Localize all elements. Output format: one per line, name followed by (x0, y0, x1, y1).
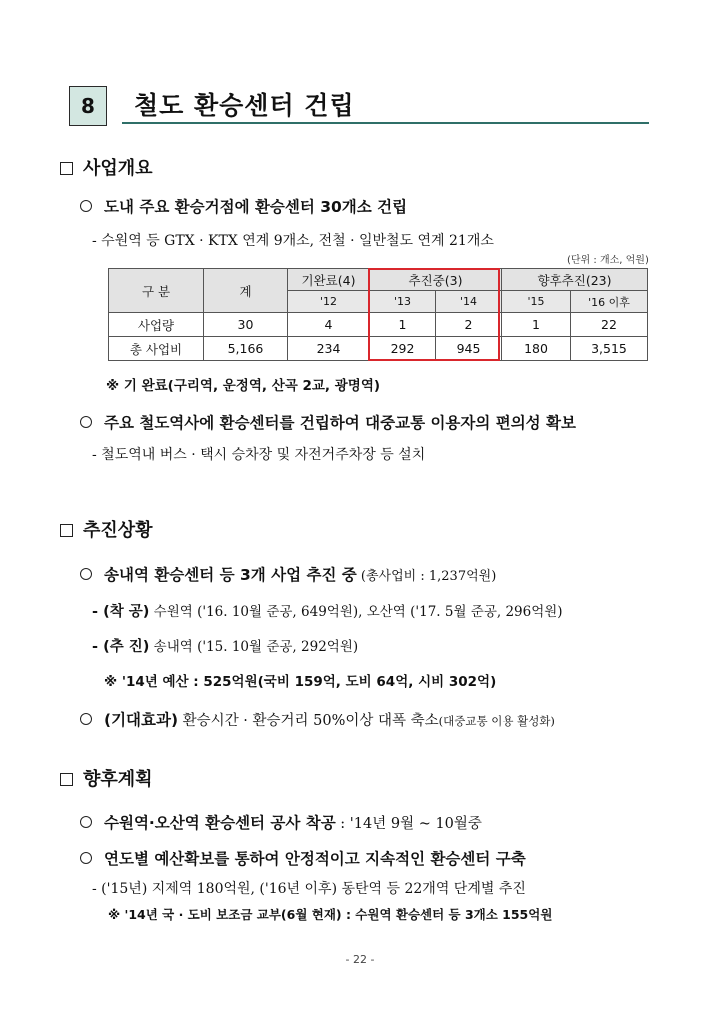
table-cell: 1 (502, 313, 571, 337)
table-year-14: '14 (436, 291, 502, 313)
plan-item-2-text: 연도별 예산확보를 통하여 안정적이고 지속적인 환승센터 구축 (104, 850, 526, 868)
table-cell: 945 (436, 337, 502, 361)
table-cell: 180 (502, 337, 571, 361)
table-cell: 3,515 (571, 337, 648, 361)
status-sub-1-label: - (착 공) (92, 604, 150, 620)
budget-note: ※ '14년 예산 : 525억원(국비 159억, 도비 64억, 시비 302억) (104, 674, 497, 690)
status-heading (60, 516, 153, 542)
plan-heading-text: 향후계획 (83, 769, 153, 790)
status-sub-2-label: - (추 진) (92, 639, 150, 655)
circle-bullet-icon (80, 713, 92, 725)
table-header-category: 구 분 (109, 269, 204, 313)
table-cell: 1 (370, 313, 436, 337)
plan-heading (60, 765, 153, 791)
square-bullet-icon (60, 162, 73, 175)
overview-item-2-sub: - 철도역내 버스 · 택시 승차장 및 자전거주차장 등 설치 (92, 447, 426, 463)
circle-bullet-icon (80, 852, 92, 864)
table-year-15: '15 (502, 291, 571, 313)
table-cell: 22 (571, 313, 648, 337)
table-header-total: 계 (204, 269, 288, 313)
table-cell: 292 (370, 337, 436, 361)
circle-bullet-icon (80, 816, 92, 828)
status-sub-2 (92, 635, 358, 656)
status-item-2-paren: (대중교통 이용 활성화) (438, 714, 555, 728)
status-sub-1 (92, 600, 563, 621)
overview-item-1 (80, 195, 407, 217)
overview-item-1-text: 도내 주요 환승거점에 환승센터 30개소 건립 (104, 198, 408, 216)
table-cell: 5,166 (204, 337, 288, 361)
overview-item-2 (80, 411, 576, 433)
table-year-12: '12 (288, 291, 370, 313)
table-unit: (단위 : 개소, 억원) (567, 255, 649, 266)
status-item-2 (80, 708, 555, 730)
table-cell: 2 (436, 313, 502, 337)
page-title: 철도 환승센터 건립 (134, 91, 355, 120)
plan-item-2-sub: - ('15년) 지제역 180억원, ('16년 이후) 동탄역 등 22개역 단계별 추진 (92, 881, 526, 897)
circle-bullet-icon (80, 416, 92, 428)
completed-note: ※ 기 완료(구리역, 운정역, 산곡 2교, 광명역) (106, 378, 381, 394)
table-header-ongoing: 추진중(3) (370, 269, 502, 291)
square-bullet-icon (60, 524, 73, 537)
table-cell: 30 (204, 313, 288, 337)
table-row-label: 사업량 (109, 313, 204, 337)
status-item-1-paren: (총사업비 : 1,237억원) (356, 569, 497, 584)
overview-heading-text: 사업개요 (83, 158, 153, 179)
status-heading-text: 추진상황 (83, 520, 153, 541)
table-year-16: '16 이후 (571, 291, 648, 313)
plan-item-1-date: : '14년 9월 ~ 10월중 (335, 816, 482, 832)
status-item-1 (80, 563, 496, 585)
overview-item-2-text: 주요 철도역사에 환승센터를 건립하여 대중교통 이용자의 편의성 확보 (104, 414, 576, 432)
circle-bullet-icon (80, 200, 92, 212)
table-header-future: 향후추진(23) (502, 269, 648, 291)
title-underline (122, 122, 649, 124)
table-row-label: 총 사업비 (109, 337, 204, 361)
table-cell: 4 (288, 313, 370, 337)
table-header-completed: 기완료(4) (288, 269, 370, 291)
overview-heading (60, 154, 153, 180)
table-cell: 234 (288, 337, 370, 361)
section-number-badge: 8 (69, 86, 107, 126)
status-sub-1-text: 수원역 ('16. 10월 준공, 649억원), 오산역 ('17. 5월 준공, 296억원) (149, 604, 563, 620)
status-item-2-text: 환승시간 · 환승거리 50%이상 대폭 축소 (178, 713, 439, 729)
status-item-1-text: 송내역 환승센터 등 3개 사업 추진 중 (104, 566, 357, 584)
ongoing-highlight-box (368, 268, 500, 361)
plan-item-1-text: 수원역·오산역 환승센터 공사 착공 (104, 814, 336, 832)
table-year-13: '13 (370, 291, 436, 313)
status-item-2-label: (기대효과) (104, 711, 179, 729)
circle-bullet-icon (80, 568, 92, 580)
square-bullet-icon (60, 773, 73, 786)
subsidy-note: ※ '14년 국 · 도비 보조금 교부(6월 현재) : 수원역 환승센터 등 3개소 155억원 (108, 907, 553, 922)
overview-item-1-sub: - 수원역 등 GTX · KTX 연계 9개소, 전철 · 일반철도 연계 21개소 (92, 233, 494, 249)
plan-item-2 (80, 847, 526, 869)
plan-item-1 (80, 811, 482, 833)
status-sub-2-text: 송내역 ('15. 10월 준공, 292억원) (149, 639, 359, 655)
page-number: - 22 - (345, 953, 375, 966)
